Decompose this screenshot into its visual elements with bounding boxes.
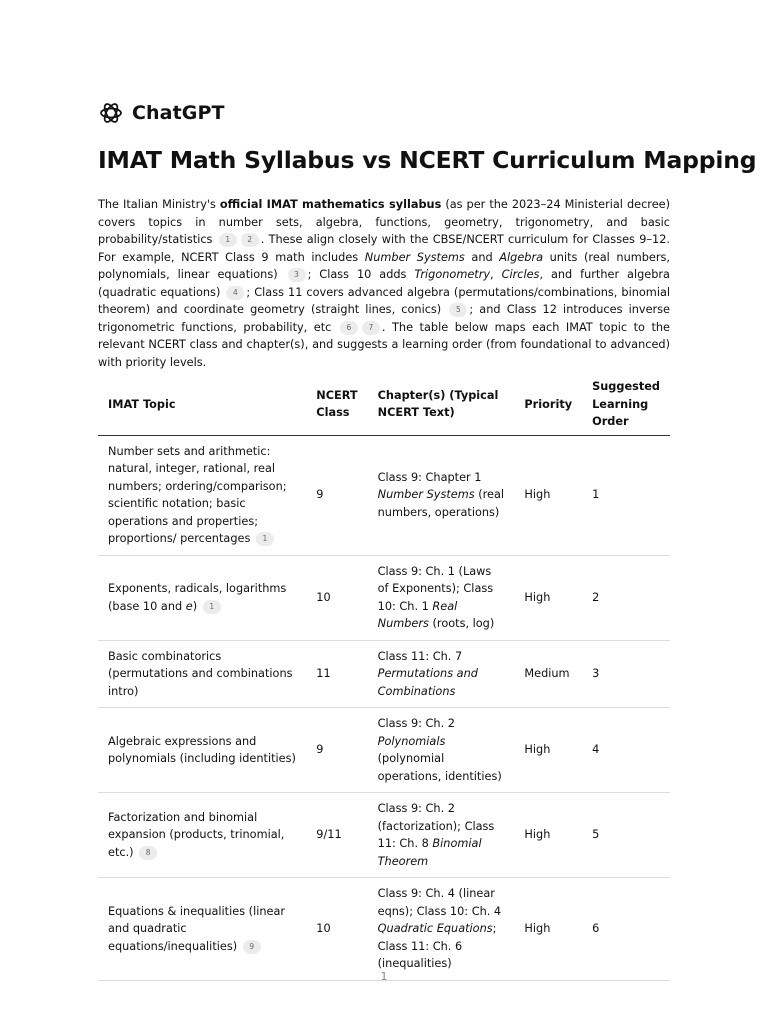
priority-cell: High: [514, 555, 582, 640]
class-cell: 9: [306, 435, 367, 555]
citation-badge[interactable]: 5: [449, 303, 467, 317]
header-chapters: Chapter(s) (Typical NCERT Text): [368, 374, 515, 435]
chapter-cell: Class 9: Ch. 2 (factorization); Class 11: Ch. 8 Binomial Theorem: [368, 793, 515, 878]
order-cell: 3: [582, 640, 670, 708]
table-row: [98, 878, 670, 981]
topic-cell: Basic combinatorics (permutations and combinations intro): [98, 640, 306, 708]
topic-cell: Equations & inequalities (linear and quadratic equations/inequalities) 9: [98, 878, 306, 981]
citation-badge[interactable]: 1: [203, 600, 221, 614]
citation-badge[interactable]: 7: [362, 321, 380, 335]
header-imat-topic: IMAT Topic: [98, 374, 306, 435]
table-header-row: [98, 374, 670, 435]
topic-cell: Number sets and arithmetic: natural, integer, rational, real numbers; ordering/comparison; scientific notation; basic operations and properties; proportions/ percentages 1: [98, 435, 306, 555]
syllabus-mapping-table: [98, 374, 670, 981]
citation-badge[interactable]: 1: [219, 233, 237, 247]
class-cell: 11: [306, 640, 367, 708]
priority-cell: High: [514, 793, 582, 878]
brand-name: ChatGPT: [132, 102, 225, 124]
class-cell: 10: [306, 555, 367, 640]
intro-paragraph: The Italian Ministry's official IMAT mathematics syllabus (as per the 2023–24 Ministerial decree) covers topics in number sets, algebra, functions, geometry, trigonometry, and basic probability/statistics 1 2 . These align closely with the CBSE/NCERT curriculum for Classes 9–12. For example, NCERT Class 9 math includes Number Systems and Algebra units (real numbers, polynomials, linear equations) 3 ; Class 10 adds Trigonometry, Circles, and further algebra (quadratic equations) 4 ; Class 11 covers advanced algebra (permutations/combinations, binomial theorem) and coordinate geometry (straight lines, conics) 5 ; and Class 12 introduces inverse trigonometric functions, probability, etc 6 7 . The table below maps each IMAT topic to the relevant NCERT class and chapter(s), and suggests a learning order (from foundational to advanced) with priority levels.: [98, 198, 671, 369]
table-row: [98, 640, 670, 708]
page-number: 1: [380, 970, 388, 983]
order-cell: 4: [582, 708, 670, 793]
order-cell: 6: [582, 878, 670, 981]
topic-cell: Factorization and binomial expansion (products, trinomial, etc.) 8: [98, 793, 306, 878]
header-ncert-class: NCERT Class: [306, 374, 367, 435]
openai-logo-icon: [98, 100, 124, 126]
priority-cell: High: [514, 435, 582, 555]
order-cell: 5: [582, 793, 670, 878]
page-title: IMAT Math Syllabus vs NCERT Curriculum Mapping: [98, 146, 757, 174]
order-cell: 2: [582, 555, 670, 640]
priority-cell: High: [514, 878, 582, 981]
brand-logo: [98, 100, 225, 126]
class-cell: 9/11: [306, 793, 367, 878]
header-learning-order: Suggested Learning Order: [582, 374, 670, 435]
priority-cell: Medium: [514, 640, 582, 708]
topic-cell: Algebraic expressions and polynomials (including identities): [98, 708, 306, 793]
order-cell: 1: [582, 435, 670, 555]
topic-cell: Exponents, radicals, logarithms (base 10 and e) 1: [98, 555, 306, 640]
table-row: [98, 555, 670, 640]
citation-badge[interactable]: 9: [243, 940, 261, 954]
chapter-cell: Class 11: Ch. 7 Permutations and Combinations: [368, 640, 515, 708]
citation-badge[interactable]: 3: [288, 268, 306, 282]
citation-badge[interactable]: 1: [256, 532, 274, 546]
priority-cell: High: [514, 708, 582, 793]
citation-badge[interactable]: 8: [139, 846, 157, 860]
table-row: [98, 435, 670, 555]
class-cell: 10: [306, 878, 367, 981]
citation-badge[interactable]: 6: [340, 321, 358, 335]
chapter-cell: Class 9: Ch. 2 Polynomials (polynomial operations, identities): [368, 708, 515, 793]
chapter-cell: Class 9: Ch. 1 (Laws of Exponents); Class 10: Ch. 1 Real Numbers (roots, log): [368, 555, 515, 640]
header-priority: Priority: [514, 374, 582, 435]
class-cell: 9: [306, 708, 367, 793]
chapter-cell: Class 9: Chapter 1 Number Systems (real numbers, operations): [368, 435, 515, 555]
citation-badge[interactable]: 2: [241, 233, 259, 247]
chapter-cell: Class 9: Ch. 4 (linear eqns); Class 10: Ch. 4 Quadratic Equations; Class 11: Ch. 6 (inequalities): [368, 878, 515, 981]
table-row: [98, 793, 670, 878]
table-row: [98, 708, 670, 793]
citation-badge[interactable]: 4: [226, 286, 244, 300]
